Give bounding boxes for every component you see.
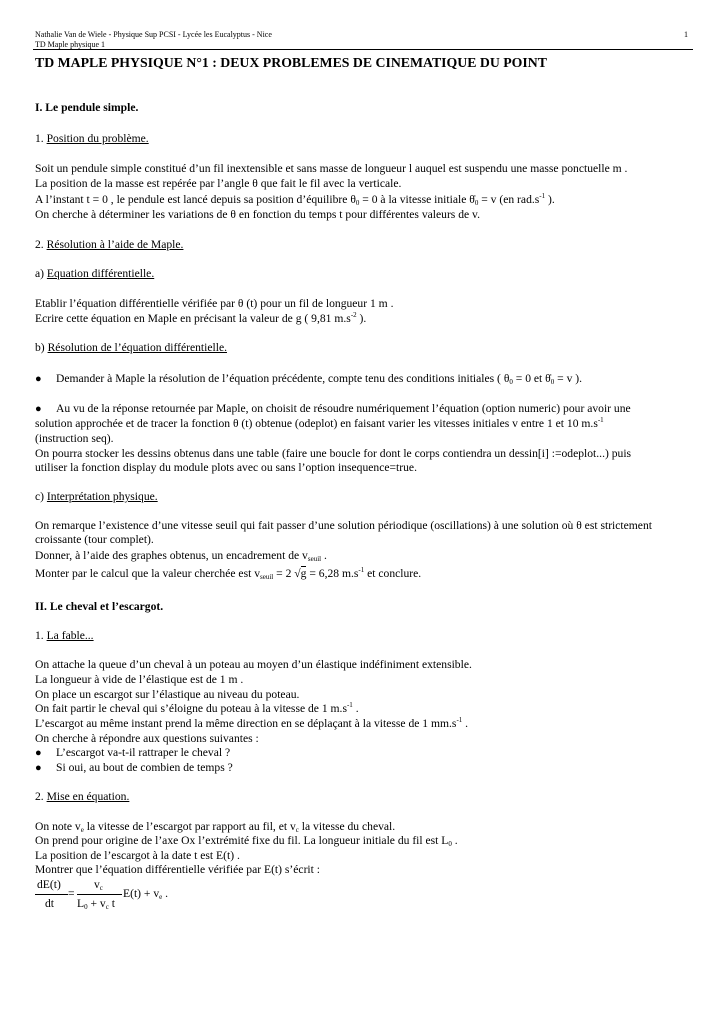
bullet-icon: ● [35,403,42,415]
equation-denominator-right: $L_0 + v_c$ t [77,897,115,911]
equation-numerator-right: $v_c$ [94,878,103,892]
paragraph-line: On cherche à répondre aux questions suivantes : [35,732,259,745]
equation-numerator-left: dE(t) [37,878,61,891]
paragraph-line: Soit un pendule simple constitué d’un fil inextensible et sans masse de longueur l auquel est suspendu une masse ponctuelle m . [35,162,628,175]
paragraph-line: On place un escargot sur l’élastique au niveau du poteau. [35,688,300,701]
bullet-icon: ● [35,747,42,759]
paragraph-line: Montrer que l’équation différentielle vérifiée par E(t) s’écrit : [35,863,320,876]
paragraph-line: On note $v_e$ la vitesse de l’escargot par rapport au fil, et $v_c$ la vitesse du cheval. [35,820,396,834]
subsection-heading: c) Interprétation physique. [35,490,158,503]
bullet-text: Au vu de la réponse retournée par Maple, on choisit de résoudre numériquement l’équation (option numeric) pour avoir une [56,402,631,415]
paragraph-line: (instruction seq). [35,432,114,445]
bullet-icon: ● [35,373,42,385]
paragraph-line: Monter par le calcul que la valeur cherchée est $v_{seuil} = 2$ √g = 6,28 $m.s^{-1}$ et conclure. [35,566,422,581]
bullet-text: Demander à Maple la résolution de l’équation précédente, compte tenu des conditions initiales ( $\theta_0 = 0$ et $\thetȧ_0 = v$ ). [56,372,583,386]
paragraph-line: On pourra stocker les dessins obtenus dans une table (faire une boucle for dont le corps contiendra un dessin[i] :=odeplot...) puis [35,447,632,460]
subsection-heading: b) Résolution de l’équation différentielle. [35,341,227,354]
sqrt-icon: √ [294,567,301,580]
paragraph-line: On attache la queue d’un cheval à un poteau au moyen d’un élastique indéfiniment extensible. [35,658,472,671]
paragraph-line: Etablir l’équation différentielle vérifiée par θ (t) pour un fil de longueur 1 m . [35,297,394,310]
paragraph-line: L’escargot au même instant prend la même direction en se déplaçant à la vitesse de 1 $mm.s^{-1}$ . [35,716,469,730]
page-number: 1 [684,30,688,39]
paragraph-line: solution approchée et de tracer la fonction θ (t) obtenue (odeplot) en faisant varier les vitesses initiales v entre 1 et 10 $m.s^{-1}$ [35,416,604,430]
paragraph-line: On fait partir le cheval qui s’éloigne du poteau à la vitesse de 1 $m.s^{-1}$ . [35,701,359,715]
paragraph-line: Donner, à l’aide des graphes obtenus, un encadrement de $v_{seuil}$ . [35,549,327,563]
part2-heading: II. Le cheval et l’escargot. [35,600,164,613]
paragraph-line: La position de la masse est repérée par l’angle θ que fait le fil avec la verticale. [35,177,402,190]
bullet-text: Si oui, au bout de combien de temps ? [56,761,233,774]
equation-rest: $E(t) + v_e$ . [123,887,169,901]
section-heading: 1. Position du problème. [35,132,149,145]
paragraph-line: La position de l’escargot à la date t est E(t) . [35,849,240,862]
paragraph-line: On prend pour origine de l’axe Ox l’extrémité fixe du fil. La longueur initiale du fil est $L_0$ . [35,834,458,848]
header-author: Nathalie Van de Wiele - Physique Sup PCSI - Lycée les Eucalyptus - Nice [35,30,272,39]
paragraph-line: La longueur à vide de l’élastique est de 1 m . [35,673,244,686]
bullet-text: L’escargot va-t-il rattraper le cheval ? [56,746,231,759]
part1-heading: I. Le pendule simple. [35,101,139,114]
paragraph-line: croissante (tour complet). [35,533,154,546]
paragraph-line: On remarque l’existence d’une vitesse seuil qui fait passer d’une solution périodique (oscillations) à une solution où θ est strictement [35,519,652,532]
section-heading: 1. La fable... [35,629,94,642]
equation-equals: = [68,887,75,900]
paragraph-line: utiliser la fonction display du module plots avec ou sans l’option insequence=true. [35,461,417,474]
paragraph-line: On cherche à déterminer les variations de θ en fonction du temps t pour différentes valeurs de v. [35,208,480,221]
header-subtitle: TD Maple physique 1 [35,40,105,49]
page-title: TD MAPLE PHYSIQUE N°1 : DEUX PROBLEMES DE CINEMATIQUE DU POINT [35,55,547,70]
bullet-icon: ● [35,762,42,774]
fraction-bar [77,894,122,895]
fraction-bar [35,894,68,895]
paragraph-line: A l’instant t = 0 , le pendule est lancé depuis sa position d’équilibre $\theta_0 = 0$ à la vitesse initiale $\thetȧ_0 = v$ (en $rad.s^{-1}$ ). [35,192,555,207]
paragraph-line: Ecrire cette équation en Maple en précisant la valeur de g ( 9,81 $m.s^{-2}$ ). [35,311,367,325]
section-heading: 2. Résolution à l’aide de Maple. [35,238,184,251]
equation-denominator-left: dt [45,897,55,910]
header-rule [33,49,693,50]
subsection-heading: a) Equation différentielle. [35,267,155,280]
section-heading: 2. Mise en équation. [35,790,130,803]
